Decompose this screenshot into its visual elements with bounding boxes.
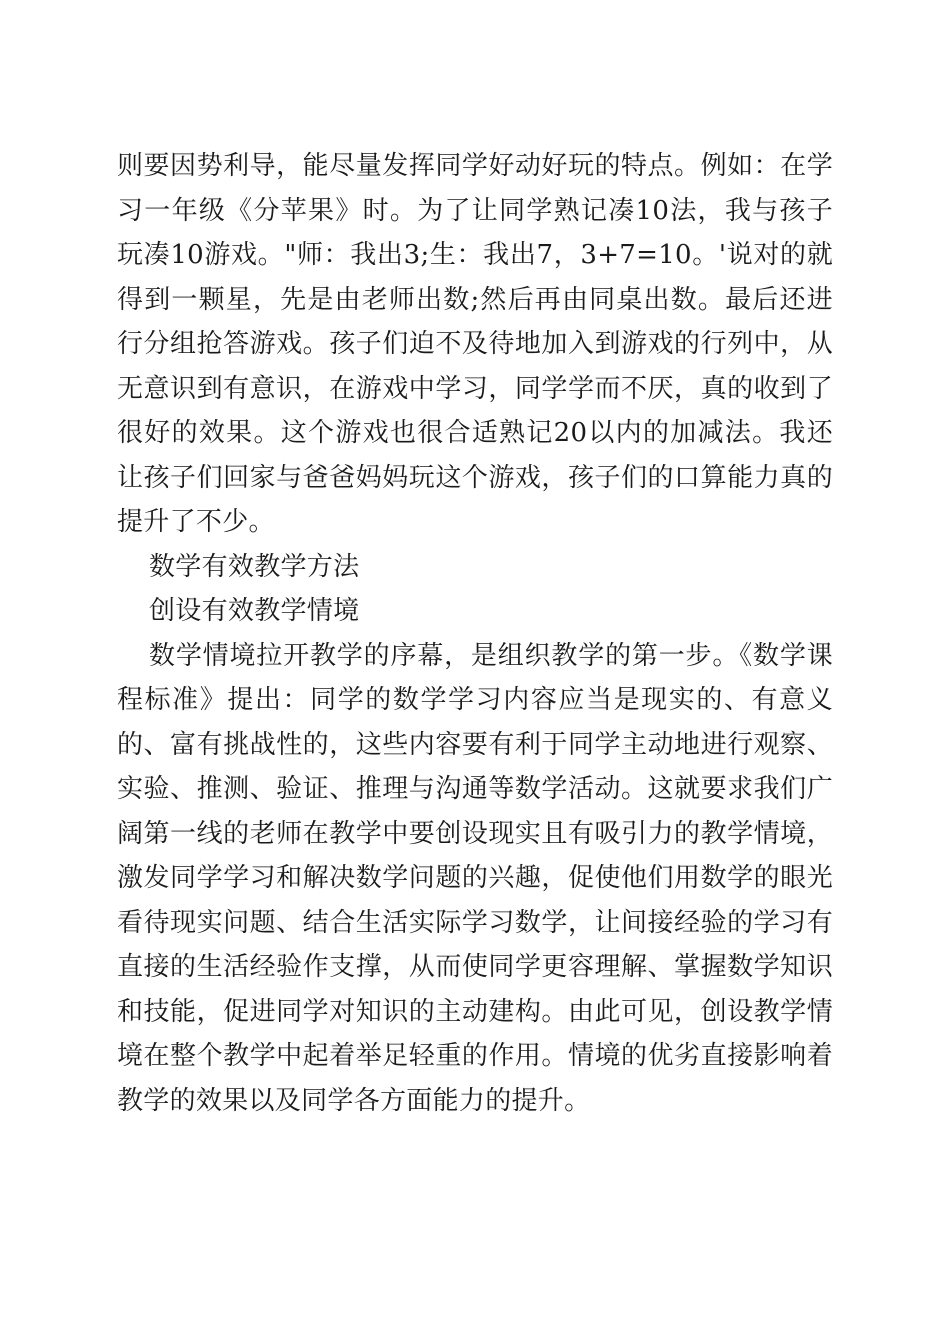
body-paragraph: 数学情境拉开教学的序幕，是组织教学的第一步。《数学课程标准》提出：同学的数学学习内容应当是现实的、有意义的、富有挑战性的，这些内容要有利于同学主动地进行观察、实验、推测、验证、推理与沟通等数学活动。这就要求我们广阔第一线的老师在教学中要创设现实且有吸引力的教学情境，激发同学学习和解决数学问题的兴趣，促使他们用数学的眼光看待现实问题、结合生活实际学习数学，让间接经验的学习有直接的生活经验作支撑，从而使同学更容理解、掌握数学知识和技能，促进同学对知识的主动建构。由此可见，创设教学情境在整个教学中起着举足轻重的作用。情境的优劣直接影响着教学的效果以及同学各方面能力的提升。 — [117, 640, 833, 1116]
section-heading: 数学有效教学方法 — [149, 551, 360, 582]
document-body — [117, 144, 833, 1123]
subsection-heading: 创设有效教学情境 — [149, 596, 360, 626]
body-paragraph: 则要因势利导，能尽量发挥同学好动好玩的特点。例如：在学习一年级《分苹果》时。为了让同学熟记凑10法，我与孩子玩凑10游戏。"师：我出3;生：我出7，3+7=10。'说对的就得到一颗星，先是由老师出数;然后再由同桌出数。最后还进行分组抢答游戏。孩子们迫不及待地加入到游戏的行列中，从无意识到有意识，在游戏中学习，同学学而不厌，真的收到了很好的效果。这个游戏也很合适熟记20以内的加减法。我还让孩子们回家与爸爸妈妈玩这个游戏，孩子们的口算能力真的提升了不少。 — [117, 151, 833, 537]
